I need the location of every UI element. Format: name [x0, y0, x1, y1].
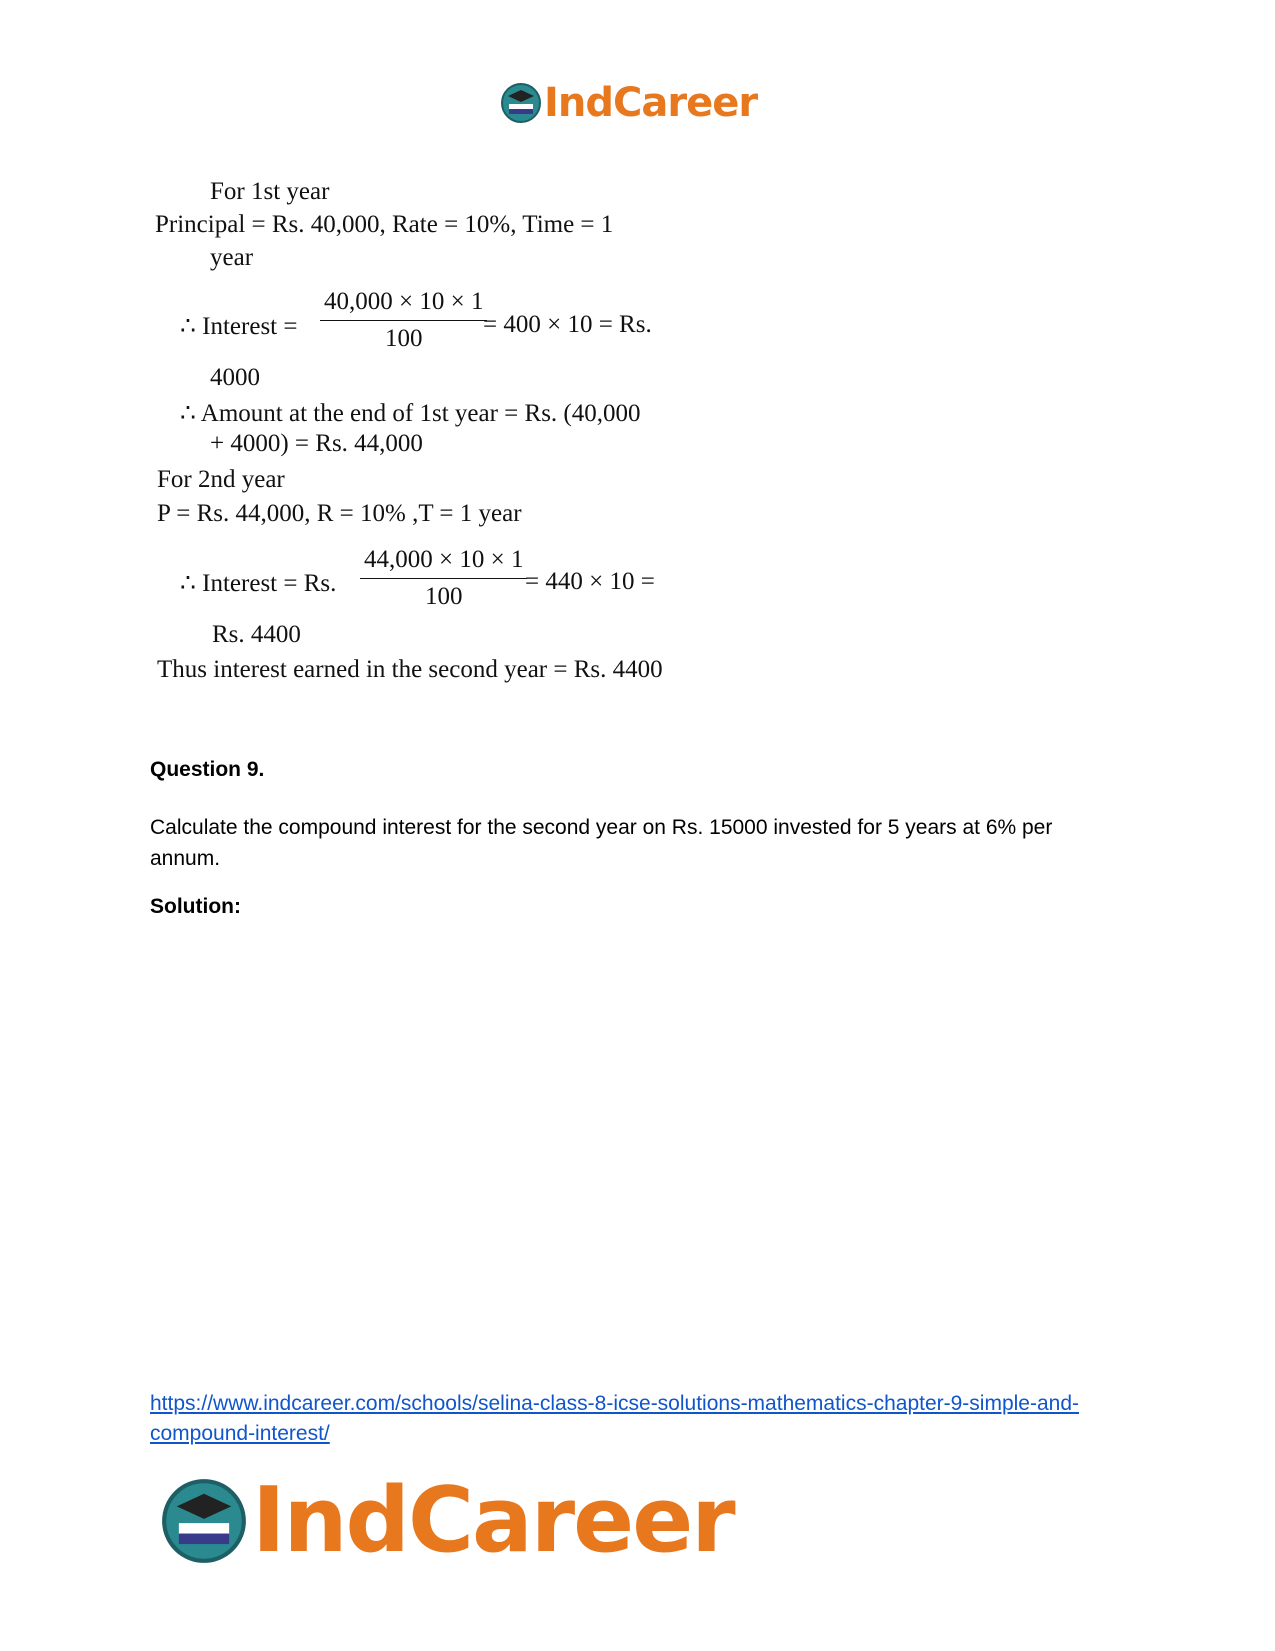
- fraction: [320, 288, 487, 353]
- header-logo: [500, 80, 757, 126]
- scan-line: = 400 × 10 = Rs.: [483, 311, 652, 338]
- fraction-numerator: 44,000 × 10 × 1: [360, 546, 527, 579]
- scan-line: ∴ Amount at the end of 1st year = Rs. (40,000: [180, 400, 641, 427]
- scan-line: + 4000) = Rs. 44,000: [210, 430, 423, 457]
- scan-line: Principal = Rs. 40,000, Rate = 10%, Time = 1: [155, 211, 614, 238]
- scan-line: Thus interest earned in the second year = Rs. 4400: [157, 656, 663, 683]
- scan-line: Rs. 4400: [212, 621, 301, 648]
- solution-title: Solution:: [150, 895, 241, 918]
- logo-wordmark: IndCareer: [252, 1468, 734, 1573]
- logo-wordmark: IndCareer: [544, 80, 758, 126]
- fraction-denominator: 100: [424, 583, 463, 610]
- scan-line: ∴ Interest =: [180, 313, 298, 340]
- scan-line: ∴ Interest = Rs.: [180, 570, 337, 597]
- question-text: Calculate the compound interest for the second year on Rs. 15000 invested for 5 years at 6% per annum.: [150, 816, 1053, 870]
- book-globe-icon: [500, 82, 542, 124]
- source-link[interactable]: https://www.indcareer.com/schools/selina-class-8-icse-solutions-mathematics-chapter-9-simple-and-compound-interest/: [150, 1392, 1080, 1445]
- scan-line: = 440 × 10 =: [525, 568, 655, 595]
- fraction: [360, 546, 527, 611]
- scan-line: year: [210, 244, 254, 271]
- scan-line: For 2nd year: [157, 466, 285, 493]
- scan-line: 4000: [210, 364, 260, 391]
- question-title: Question 9.: [150, 758, 265, 781]
- footer-logo: [160, 1468, 734, 1573]
- book-globe-icon: [160, 1477, 248, 1565]
- fraction-numerator: 40,000 × 10 × 1: [320, 288, 487, 321]
- fraction-denominator: 100: [384, 325, 423, 352]
- scan-line: For 1st year: [210, 178, 330, 205]
- scan-line: P = Rs. 44,000, R = 10% ,T = 1 year: [157, 500, 522, 527]
